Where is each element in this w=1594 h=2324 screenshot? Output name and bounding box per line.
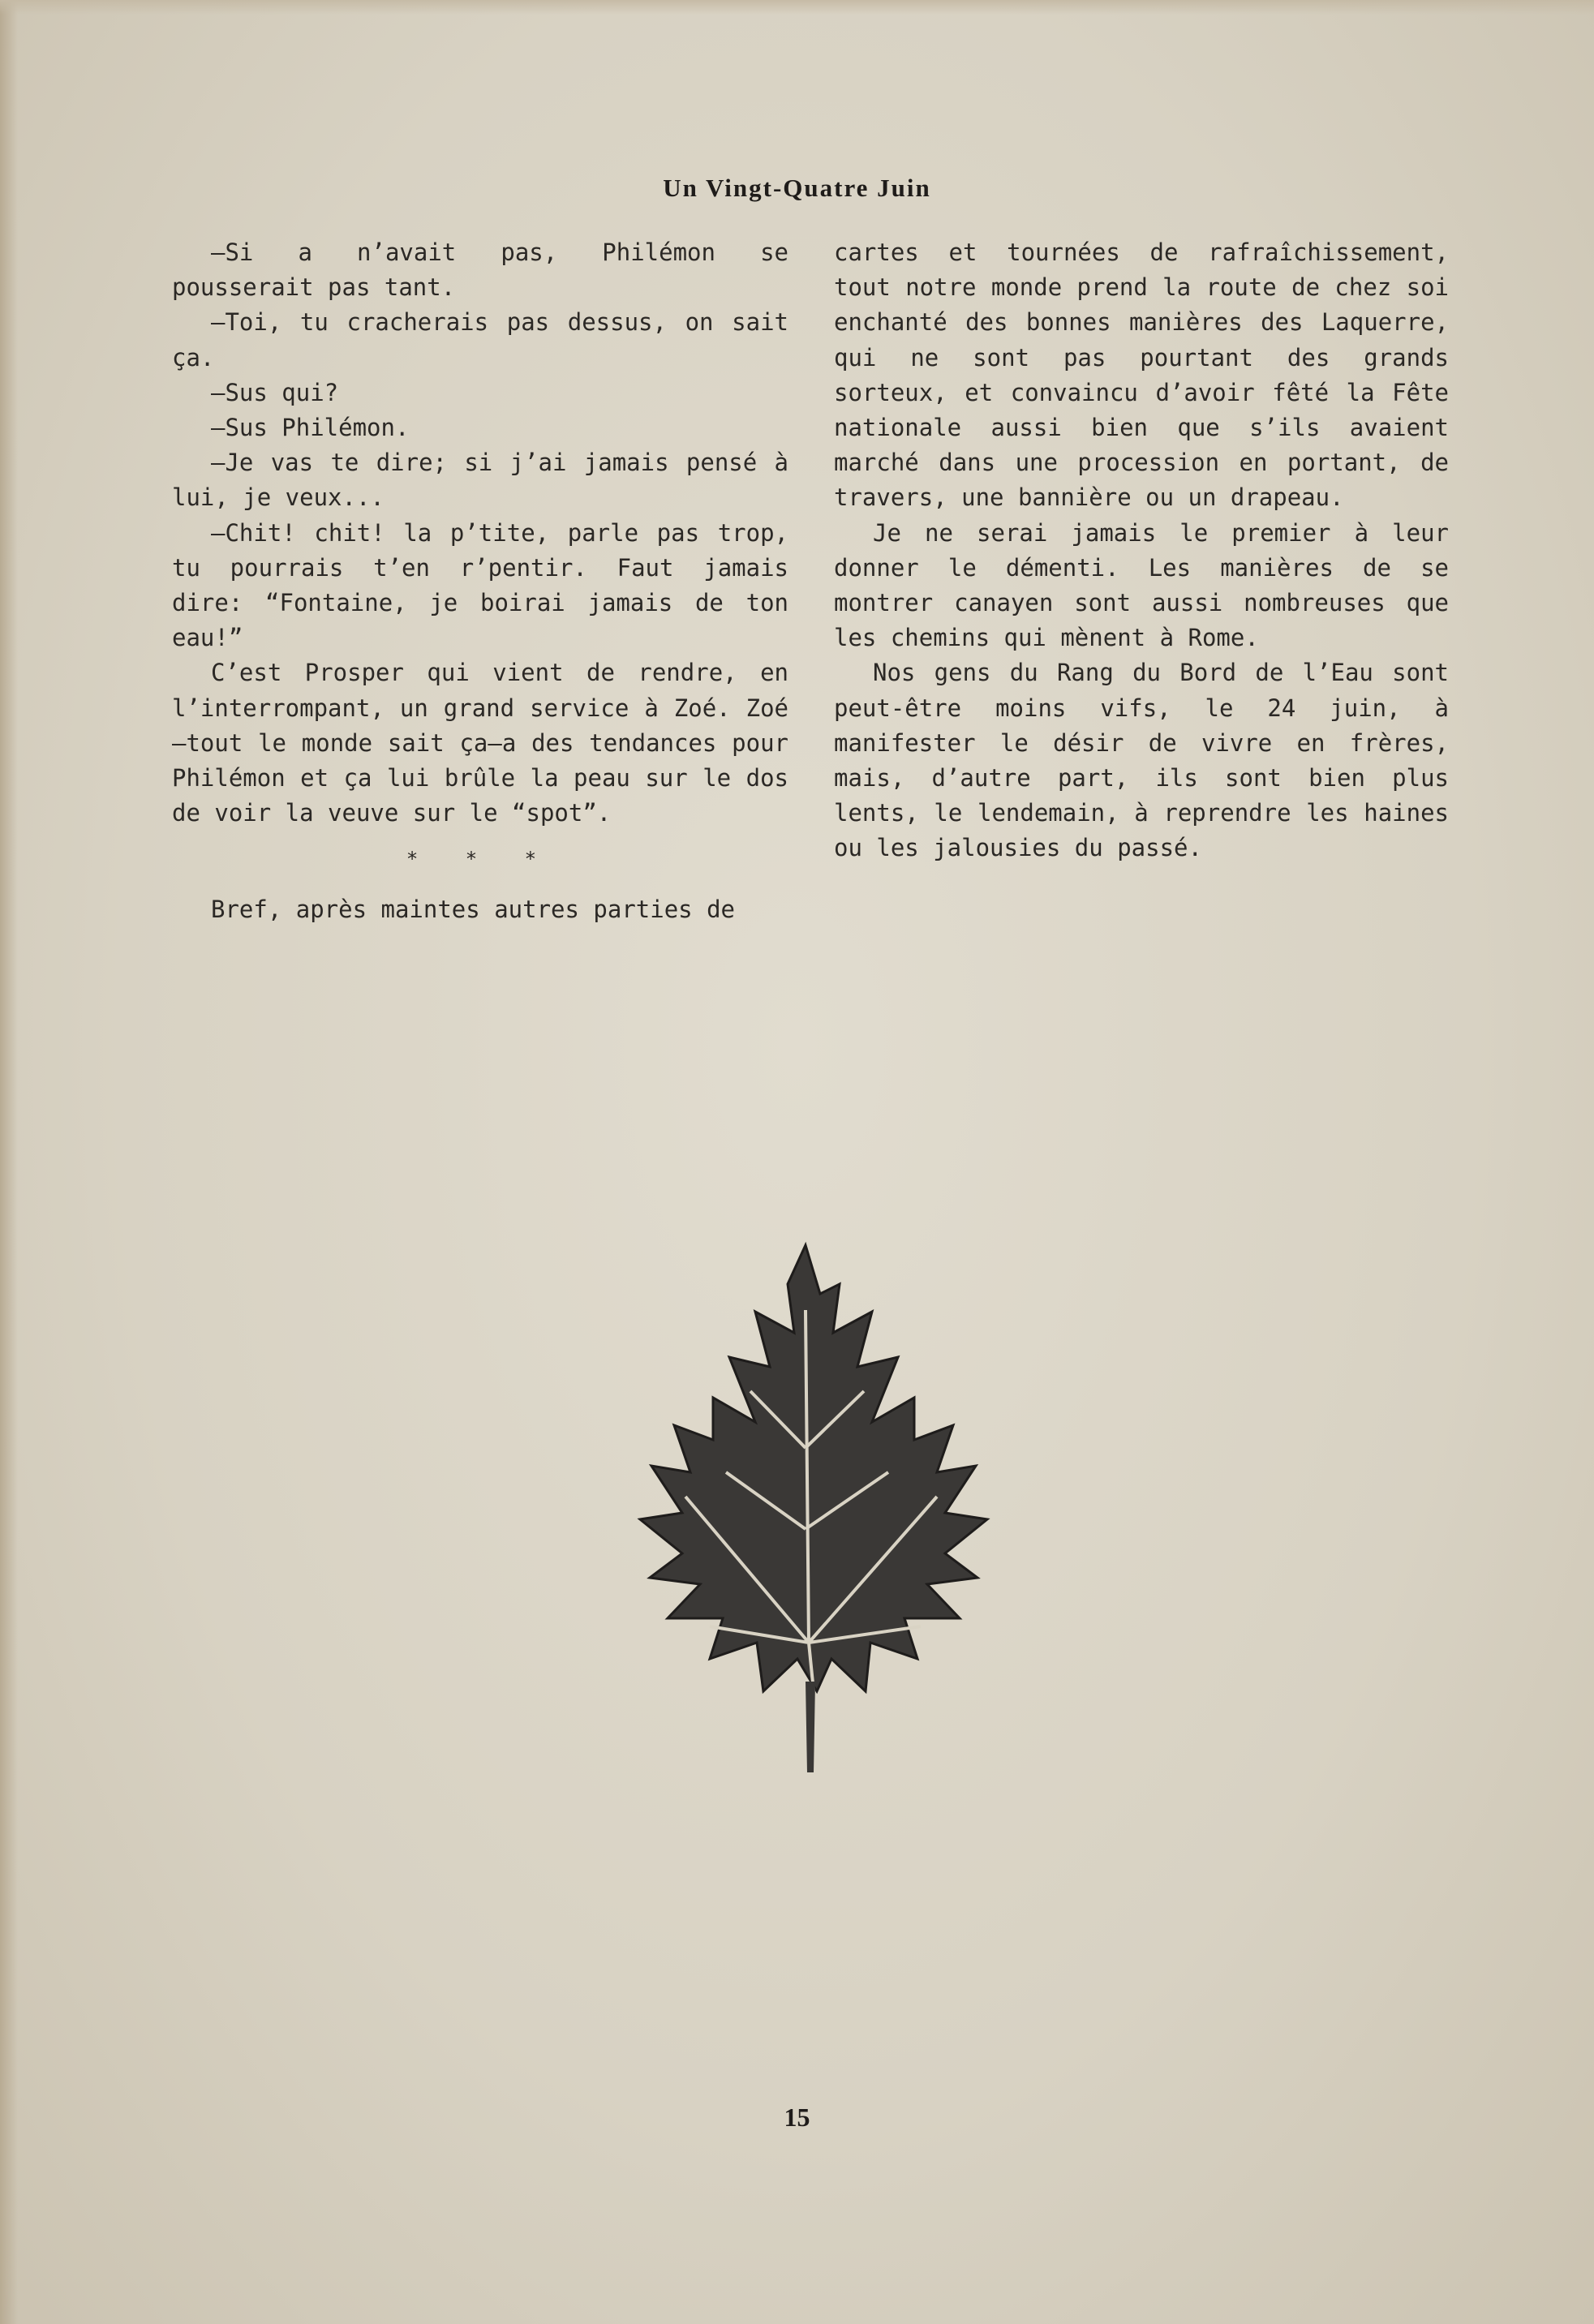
paragraph: —Si a n’avait pas, Philémon se pousserait pas tant. <box>172 238 788 302</box>
left-column <box>172 235 788 927</box>
paragraph: Bref, après maintes autres parties de <box>211 895 736 923</box>
page-number: 15 <box>784 2103 810 2132</box>
paragraph: —Sus qui? <box>211 378 339 406</box>
paragraph: Je ne serai jamais le premier à leur donner le démenti. Les manières de se montrer canayen sont aussi nombreuses que les chemins qui mènent à Rome. <box>834 518 1449 652</box>
section-separator: * * * <box>406 848 555 871</box>
right-column <box>834 235 1449 866</box>
paragraph: —Chit! chit! la p’tite, parle pas trop, tu pourrais t’en r’pentir. Faut jamais dire: “Fontaine, je boirai jamais de ton eau!” <box>172 518 788 652</box>
paragraph: cartes et tournées de rafraîchissement, tout notre monde prend la route de chez soi enchanté des bonnes manières des Laquerre, qui ne sont pas pourtant des grands sorteux, et convaincu d’avoir fêté la Fête nationale aussi bien que s’ils avaient marché dans une procession en portant, de travers, une bannière ou un drapeau. <box>834 238 1449 512</box>
page-top-shadow <box>0 0 1594 15</box>
paragraph: —Toi, tu cracherais pas dessus, on sait ça. <box>172 308 788 372</box>
paragraph: —Sus Philémon. <box>211 414 410 442</box>
maple-leaf-icon <box>596 1237 1018 1789</box>
page-edge-shadow <box>0 0 18 2324</box>
paragraph: Nos gens du Rang du Bord de l’Eau sont peut-être moins vifs, le 24 juin, à manifester le désir de vivre en frères, mais, d’autre part, ils sont bien plus lents, le lendemain, à reprendre les haines ou les jalousies du passé. <box>834 659 1449 862</box>
running-head: Un Vingt-Quatre Juin <box>663 174 931 202</box>
paragraph: C’est Prosper qui vient de rendre, en l’interrompant, un grand service à Zoé. Zoé—tout le monde sait ça—a des tendances pour Philémon et ça lui brûle la peau sur le dos de voir la veuve sur le “spot”. <box>172 659 788 827</box>
paragraph: —Je vas te dire; si j’ai jamais pensé à lui, je veux... <box>172 449 788 512</box>
